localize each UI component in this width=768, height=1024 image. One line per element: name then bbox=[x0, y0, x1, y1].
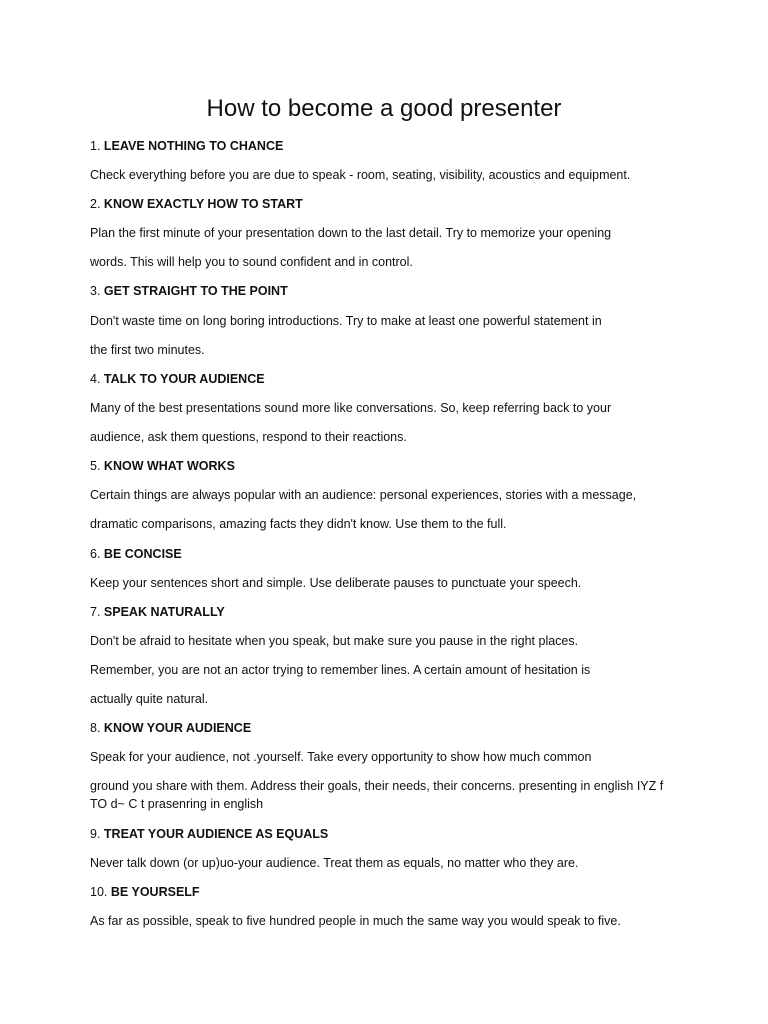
body-line: ground you share with them. Address their goals, their needs, their concerns. presenting in english IYZ f TO d~ C t prasenring in english bbox=[90, 779, 664, 811]
section-number: 8. bbox=[90, 721, 101, 735]
section-heading-5 bbox=[90, 457, 690, 475]
body-line: audience, ask them questions, respond to their reactions. bbox=[90, 430, 407, 444]
section-heading-10 bbox=[90, 883, 690, 901]
body-line: Speak for your audience, not .yourself. Take every opportunity to show how much common bbox=[90, 750, 592, 764]
body-line: dramatic comparisons, amazing facts they didn't know. Use them to the full. bbox=[90, 517, 507, 531]
section-heading-8 bbox=[90, 719, 690, 737]
body-line: Never talk down (or up)uo-your audience. Treat them as equals, no matter who they are. bbox=[90, 856, 579, 870]
section-number: 5. bbox=[90, 459, 101, 473]
section-number: 6. bbox=[90, 547, 101, 561]
section-title: LEAVE NOTHING TO CHANCE bbox=[103, 139, 284, 153]
document-title: How to become a good presenter bbox=[206, 95, 562, 122]
body-line: Keep your sentences short and simple. Use deliberate pauses to punctuate your speech. bbox=[90, 576, 582, 590]
section-title: SPEAK NATURALLY bbox=[103, 605, 225, 619]
section-title: GET STRAIGHT TO THE POINT bbox=[103, 284, 288, 298]
section-number: 2. bbox=[90, 197, 101, 211]
section-number: 10. bbox=[90, 885, 108, 899]
body-line: Many of the best presentations sound more like conversations. So, keep referring back to your bbox=[90, 401, 612, 415]
section-title: KNOW WHAT WORKS bbox=[103, 459, 235, 473]
body-line: Don't waste time on long boring introductions. Try to make at least one powerful statement in bbox=[90, 314, 602, 328]
section-number: 1. bbox=[90, 139, 101, 153]
section-heading-2 bbox=[90, 195, 690, 213]
section-title: KNOW YOUR AUDIENCE bbox=[103, 721, 252, 735]
section-number: 4. bbox=[90, 372, 101, 386]
section-number: 3. bbox=[90, 284, 101, 298]
section-title: BE YOURSELF bbox=[110, 885, 200, 899]
section-heading-9 bbox=[90, 825, 690, 843]
body-line: Certain things are always popular with an audience: personal experiences, stories with a message, bbox=[90, 488, 637, 502]
section-heading-7 bbox=[90, 603, 690, 621]
body-line: the first two minutes. bbox=[90, 343, 205, 357]
body-line: Plan the first minute of your presentation down to the last detail. Try to memorize your opening bbox=[90, 226, 612, 240]
body-line: words. This will help you to sound confident and in control. bbox=[90, 255, 413, 269]
body-line: Don't be afraid to hesitate when you speak, but make sure you pause in the right places. bbox=[90, 634, 579, 648]
section-number: 7. bbox=[90, 605, 101, 619]
section-heading-4 bbox=[90, 370, 690, 388]
section-heading-1 bbox=[90, 137, 690, 155]
section-title: KNOW EXACTLY HOW TO START bbox=[103, 197, 303, 211]
body-line: Remember, you are not an actor trying to remember lines. A certain amount of hesitation is bbox=[90, 663, 591, 677]
section-title: TREAT YOUR AUDIENCE AS EQUALS bbox=[103, 827, 329, 841]
section-number: 9. bbox=[90, 827, 101, 841]
section-title: BE CONCISE bbox=[103, 547, 182, 561]
section-heading-6 bbox=[90, 545, 690, 563]
section-title: TALK TO YOUR AUDIENCE bbox=[103, 372, 265, 386]
body-line: As far as possible, speak to five hundred people in much the same way you would speak to five. bbox=[90, 914, 621, 928]
body-line: Check everything before you are due to speak - room, seating, visibility, acoustics and equipment. bbox=[90, 168, 631, 182]
section-heading-3 bbox=[90, 282, 690, 300]
body-line: actually quite natural. bbox=[90, 692, 209, 706]
